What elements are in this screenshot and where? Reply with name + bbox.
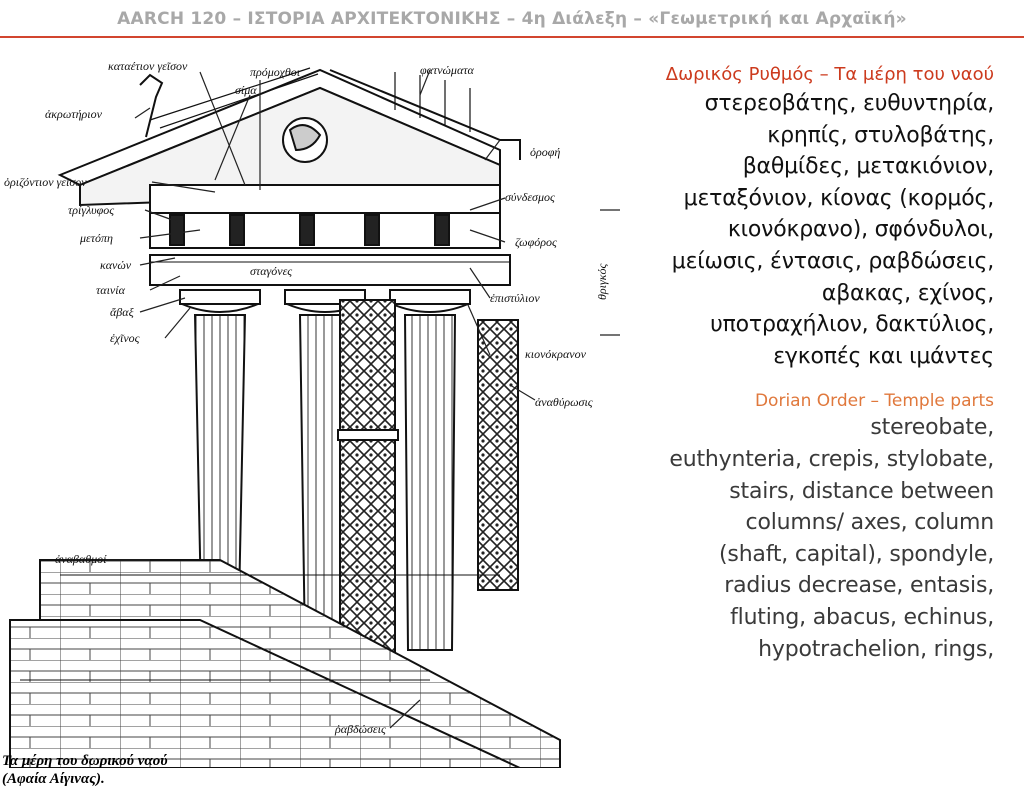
label-syndesmos: σύνδεσμος xyxy=(505,190,555,204)
text-column xyxy=(594,64,994,665)
doric-temple-drawing xyxy=(0,40,620,768)
label-abax: ἄβαξ xyxy=(110,305,134,319)
label-kanon: κανών xyxy=(100,258,132,272)
greek-line: στερεοβάτης, ευθυντηρία, xyxy=(704,91,994,116)
label-orizontion: ὁριζόντιον γεῖσον xyxy=(4,175,87,189)
greek-line: κιονόκρανο), σφόνδυλοι, xyxy=(727,217,994,243)
english-line: stereobate, xyxy=(870,415,994,441)
greek-heading: Δωρικός Ρυθμός – Τα μέρη του ναού xyxy=(665,64,994,85)
greek-line: βαθμίδες, μετακιόνιον, xyxy=(742,154,994,180)
greek-line: εγκοπές και ιμάντες xyxy=(773,343,994,369)
english-line: fluting, abacus, echinus, xyxy=(730,604,994,630)
label-metopi: μετόπη xyxy=(80,231,114,245)
greek-line: μεταξόνιον, κίονας (κορμός, xyxy=(683,185,994,211)
label-triglyphos: τρίγλυφος xyxy=(68,203,115,217)
label-thrigkos: θριγκός xyxy=(595,263,609,300)
english-line: columns/ axes, column xyxy=(745,510,994,536)
label-sima: σίμα xyxy=(235,83,257,97)
caption-line-2: (Αφαία Αίγινας). xyxy=(2,771,105,787)
stepped-base xyxy=(10,560,560,768)
english-line: stairs, distance between xyxy=(729,478,994,504)
greek-line: υποτραχήλιον, δακτύλιος, xyxy=(710,312,994,338)
label-rabdoseis: ῥαβδώσεις xyxy=(335,722,386,736)
english-line: hypotrachelion, rings, xyxy=(758,636,994,662)
english-line: radius decrease, entasis, xyxy=(724,573,994,599)
label-stagones: σταγόνες xyxy=(250,264,293,278)
label-zophoros: ζωφόρος xyxy=(515,235,557,249)
header-title: AARCH 120 – ΙΣΤΟΡΙΑ ΑΡΧΙΤΕΚΤΟΝΙΚΗΣ – 4η Διάλεξη – «Γεωμετρική και Αρχαϊκή» xyxy=(117,9,907,29)
label-epistylion: ἐπιστύλιον xyxy=(490,291,540,305)
label-kataetion: καταέτιον γεῖσον xyxy=(108,59,188,73)
greek-body xyxy=(594,88,994,372)
label-anathyrosis: ἀναθύρωσις xyxy=(535,395,593,409)
greek-line: κρηπίς, στυλοβάτης, xyxy=(767,122,994,148)
label-kionokranon: κιονόκρανον xyxy=(525,347,586,361)
label-proxoi: πρόμοχθοι xyxy=(250,65,301,79)
label-echinos: ἐχῖνος xyxy=(110,331,140,345)
english-heading: Dorian Order – Temple parts xyxy=(754,391,994,412)
label-fatnomata: φατνώματα xyxy=(420,63,474,77)
english-body xyxy=(594,412,994,665)
english-line: (shaft, capital), spondyle, xyxy=(719,541,994,567)
greek-line: αβακας, εχίνος, xyxy=(821,280,994,306)
greek-line: μείωσις, έντασις, ραβδώσεις, xyxy=(671,248,994,274)
slide-header xyxy=(0,0,1024,36)
caption-line-1: Τα μέρη του δωρικού ναού xyxy=(2,753,168,769)
label-orofi: ὀροφή xyxy=(530,145,561,159)
label-tainia: ταινία xyxy=(96,283,125,297)
doric-temple-figure xyxy=(0,40,620,787)
header-divider xyxy=(0,36,1024,38)
entablature xyxy=(150,185,510,285)
label-anabathmoi: ἀναβαθμοί xyxy=(55,552,107,566)
figure-caption xyxy=(2,752,202,788)
label-akroterion: ἀκρωτήριον xyxy=(45,107,102,121)
english-line: euthynteria, crepis, stylobate, xyxy=(669,446,994,472)
